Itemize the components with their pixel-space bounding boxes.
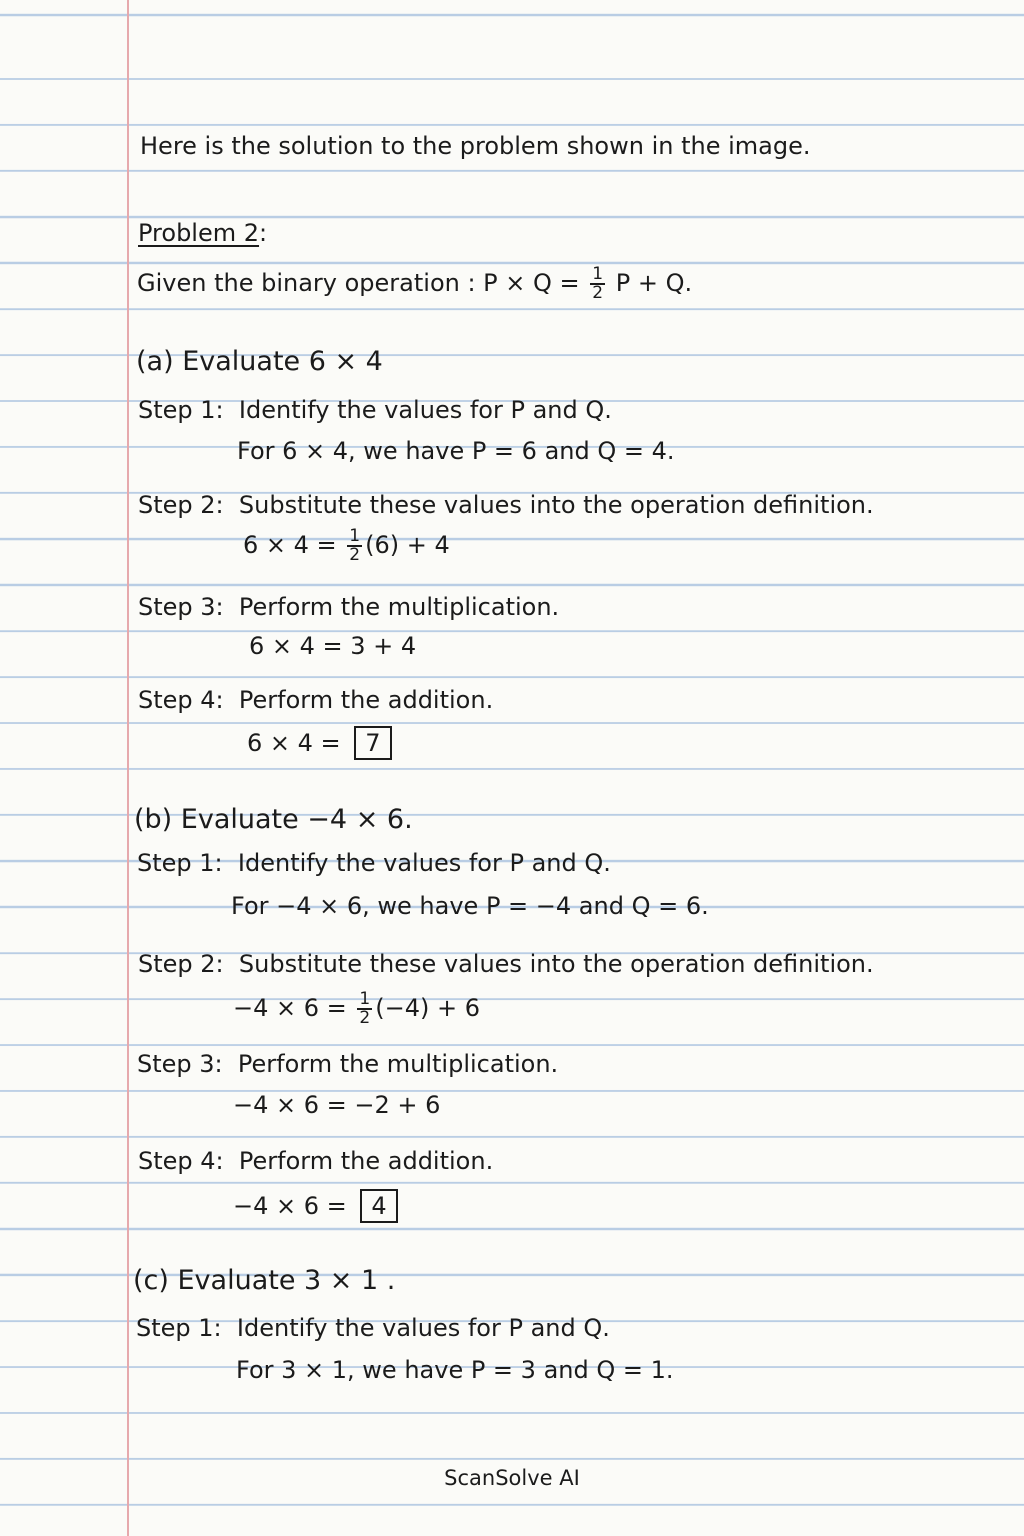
equation-left: 6 × 4 = [247,729,349,757]
fraction-denominator: 2 [359,1008,371,1028]
step-label: Step 2: [138,950,224,978]
problem-title-label: Problem 2 [138,219,260,247]
answer-box: 7 [354,726,391,760]
equation-right: (6) + 4 [365,531,450,559]
part-a-step2 [138,490,874,520]
step-label: Step 4: [138,686,224,714]
part-a-step1-detail: For 6 × 4, we have P = 6 and Q = 4. [237,437,675,465]
step-text: Substitute these values into the operation definition. [238,950,874,978]
part-c-step1-detail: For 3 × 1, we have P = 3 and Q = 1. [236,1356,674,1384]
part-c-heading: (c) Evaluate 3 × 1 . [133,1265,396,1296]
part-b-step1-detail: For −4 × 6, we have P = −4 and Q = 6. [231,892,709,920]
part-a-step4-equation [247,726,392,760]
part-b-step2-equation [233,991,480,1027]
equation-right: (−4) + 6 [375,994,480,1022]
footer-brand: ScanSolve AI [444,1466,580,1490]
equation-left: −4 × 6 = [233,994,355,1022]
step-text: Identify the values for P and Q. [237,849,611,877]
given-fraction [590,266,605,302]
step-label: Step 1: [136,1314,222,1342]
equation-left: 6 × 4 = [243,531,345,559]
part-b-step2 [138,949,874,979]
part-b-step3 [137,1049,558,1079]
step-text: Substitute these values into the operation definition. [238,491,874,519]
given-text: Given the binary operation : P × Q = [137,269,588,297]
problem-title [138,218,267,248]
part-a-step4 [138,685,493,715]
step-label: Step 1: [137,849,223,877]
fraction-numerator: 1 [349,526,361,546]
fraction-denominator: 2 [349,545,361,565]
part-b-heading: (b) Evaluate −4 × 6. [134,804,413,835]
margin-line [127,0,129,1536]
intro-text: Here is the solution to the problem shown in the image. [140,132,811,160]
step-text: Perform the addition. [238,1147,494,1175]
given-fraction-numerator: 1 [592,264,604,284]
given-fraction-denominator: 2 [592,283,604,303]
step-text: Identify the values for P and Q. [236,1314,610,1342]
problem-title-colon: : [259,219,268,247]
part-a-step2-equation [243,528,450,564]
answer-box: 4 [360,1189,397,1223]
part-b-step4 [138,1146,493,1176]
step-label: Step 3: [138,593,224,621]
equation-fraction [347,528,362,564]
step-label: Step 4: [138,1147,224,1175]
part-b-step3-equation: −4 × 6 = −2 + 6 [233,1091,441,1119]
step-text: Perform the addition. [238,686,494,714]
part-a-step3-equation: 6 × 4 = 3 + 4 [249,632,417,660]
part-b-step4-equation [233,1189,398,1223]
part-a-step3 [138,592,559,622]
given-tail: P + Q. [608,269,693,297]
part-a-step1 [138,395,612,425]
part-b-step1 [137,848,611,878]
step-text: Perform the multiplication. [238,593,560,621]
equation-left: −4 × 6 = [233,1192,355,1220]
equation-fraction [357,991,372,1027]
step-label: Step 1: [138,396,224,424]
given-operation [137,266,692,302]
part-c-step1 [136,1313,610,1343]
step-text: Perform the multiplication. [237,1050,559,1078]
step-text: Identify the values for P and Q. [238,396,612,424]
step-label: Step 3: [137,1050,223,1078]
step-label: Step 2: [138,491,224,519]
part-a-heading: (a) Evaluate 6 × 4 [136,346,383,377]
fraction-numerator: 1 [359,989,371,1009]
